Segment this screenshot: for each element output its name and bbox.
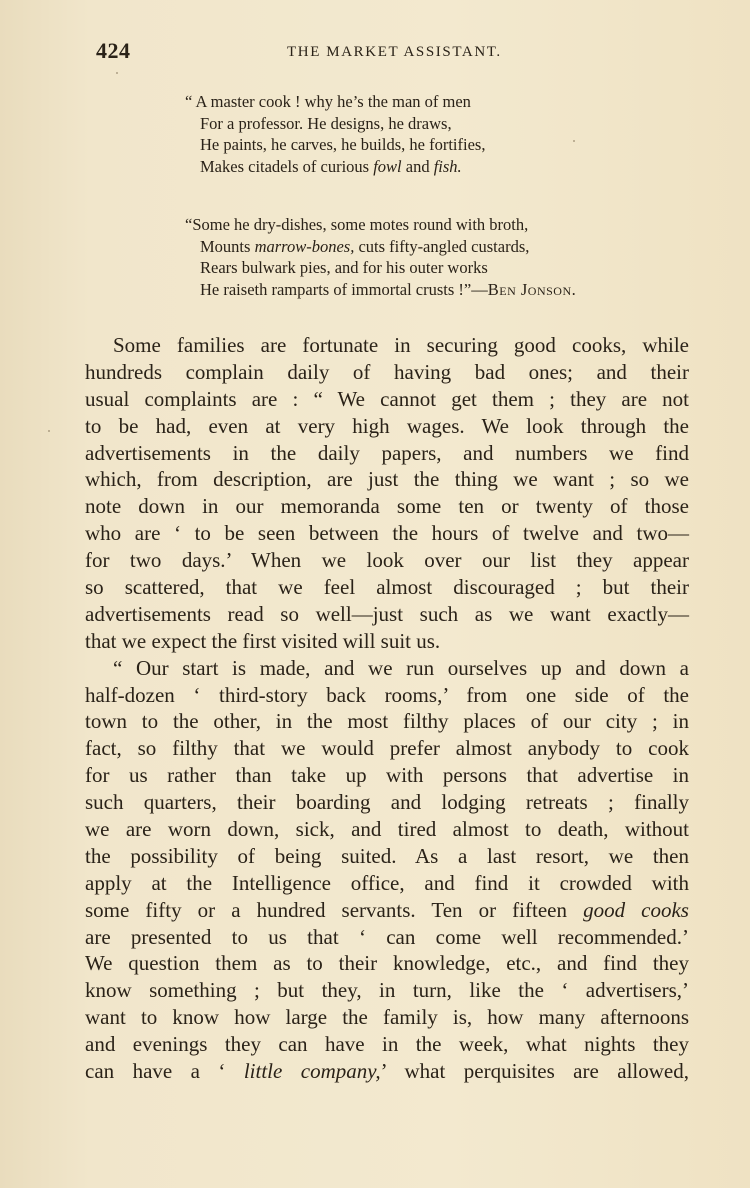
text-line: We question them as to their knowledge, etc., and find they [85, 951, 689, 976]
paper-speck [116, 72, 118, 74]
verse-attribution: Ben Jonson. [487, 279, 577, 299]
verse-italic: fowl [373, 156, 402, 176]
verse-line: For a professor. He designs, he draws, [200, 113, 452, 133]
text-line: hundreds complain daily of having bad ones; and their [85, 359, 689, 384]
text-line: for two days.’ When we look over our list they appear [85, 548, 689, 573]
text-line: fact, so filthy that we would prefer almost anybody to cook [85, 736, 689, 761]
verse-text: Mounts [200, 236, 255, 256]
text-line: usual complaints are : “ We cannot get them ; they are not [85, 386, 689, 411]
text-line: to be had, even at very high wages. We look through the [85, 413, 689, 438]
text-line: town to the other, in the most filthy places of our city ; in [85, 709, 689, 734]
text-line: the possibility of being suited. As a last resort, we then [85, 843, 689, 868]
page-number: 424 [96, 38, 131, 63]
verse-line: He paints, he carves, he builds, he fortifies, [200, 135, 486, 154]
page-header [0, 38, 750, 68]
verse-italic: fish. [433, 156, 462, 176]
paper-speck [573, 140, 575, 142]
verse-line [185, 156, 485, 178]
text-line: apply at the Intelligence office, and find it crowded with [85, 870, 689, 895]
italic-text: little company, [243, 1059, 381, 1084]
paper-speck [48, 430, 50, 432]
text-line: so scattered, that we feel almost discouraged ; but their [85, 575, 689, 600]
text-segment: some fifty or a hundred servants. Ten or fifteen [85, 897, 584, 922]
text-line: Some families are fortunate in securing good cooks, while [113, 333, 689, 357]
verse-text: He raiseth ramparts of immortal crusts !”— [200, 279, 488, 299]
text-line [85, 897, 689, 924]
text-line: “ Our start is made, and we run ourselves up and down a [113, 655, 689, 680]
verse-line: Rears bulwark pies, and for his outer works [200, 258, 488, 277]
verse-text: Makes citadels of curious [200, 156, 374, 176]
text-segment: ’ what perquisites are allowed, [380, 1059, 689, 1084]
body-text [85, 332, 689, 1085]
verse-line: “ A master cook ! why he’s the man of men [185, 92, 471, 111]
text-line: and evenings they can have in the week, what nights they [85, 1032, 689, 1057]
verse-italic: marrow-bones, [254, 236, 355, 256]
verse-line [185, 279, 576, 301]
text-line: are presented to us that ‘ can come well recommended.’ [85, 924, 689, 949]
text-line: advertisements read so well—just such as we want exactly— [85, 601, 689, 626]
epigraph-verse-2 [185, 214, 576, 300]
text-line: which, from description, are just the thing we want ; so we [85, 467, 689, 492]
text-segment: can have a ‘ [85, 1059, 244, 1084]
text-line: know something ; but they, in turn, like the ‘ advertisers,’ [85, 978, 689, 1003]
text-line: note down in our memoranda some ten or twenty of those [85, 494, 689, 519]
text-line [85, 1058, 689, 1085]
text-line: we are worn down, sick, and tired almost to death, without [85, 817, 689, 842]
text-line: that we expect the first visited will suit us. [85, 628, 441, 653]
verse-line [185, 236, 576, 258]
text-line: want to know how large the family is, how many afternoons [85, 1005, 689, 1030]
verse-text: and [401, 156, 434, 176]
running-title: THE MARKET ASSISTANT. [287, 44, 502, 60]
text-line: for us rather than take up with persons that advertise in [85, 763, 689, 788]
text-line: such quarters, their boarding and lodging retreats ; finally [85, 790, 689, 815]
epigraph-verse-1 [185, 91, 485, 177]
text-line: advertisements in the daily papers, and numbers we find [85, 440, 689, 465]
text-line: who are ‘ to be seen between the hours of twelve and two— [85, 521, 689, 546]
italic-text: good cooks [583, 897, 689, 922]
verse-line: “Some he dry-dishes, some motes round with broth, [185, 215, 529, 234]
text-line: half-dozen ‘ third-story back rooms,’ from one side of the [85, 682, 689, 707]
verse-text: cuts fifty-angled custards, [354, 236, 530, 256]
